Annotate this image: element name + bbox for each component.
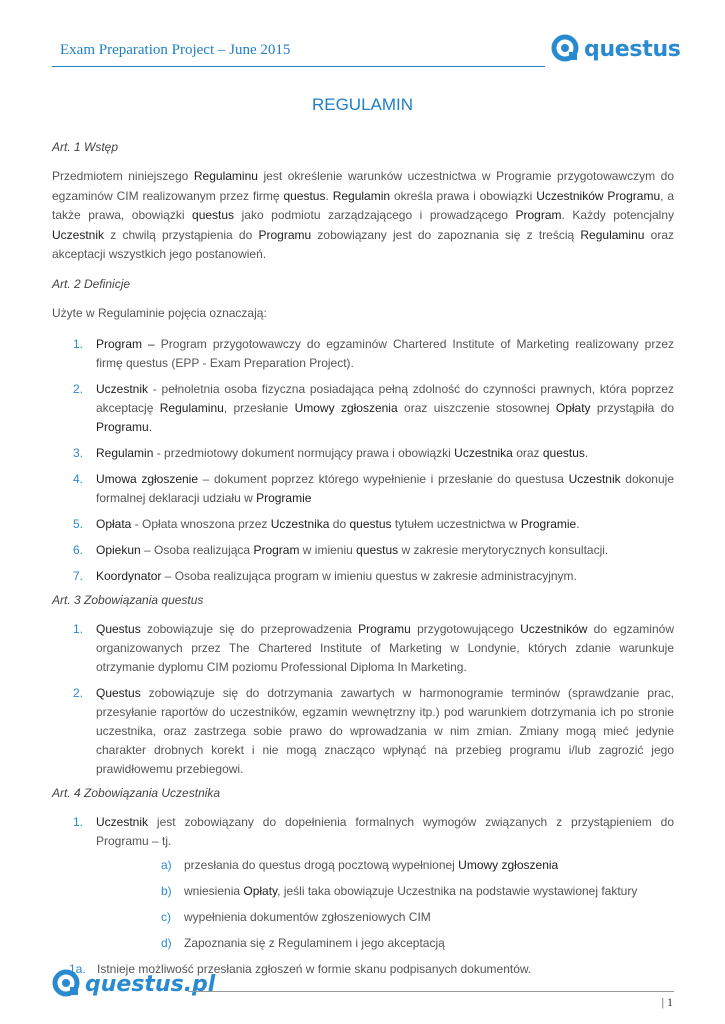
term: Programie bbox=[520, 517, 577, 531]
term: Opłaty bbox=[555, 401, 591, 415]
term: Uczestnika bbox=[454, 446, 513, 460]
term: Regulamin bbox=[96, 446, 154, 460]
obligations-questus-list bbox=[52, 620, 674, 779]
definitions-list bbox=[52, 335, 674, 586]
term: Opłata bbox=[96, 517, 132, 531]
text: do bbox=[329, 517, 350, 531]
art1-paragraph bbox=[52, 167, 674, 265]
term: Opłaty bbox=[243, 884, 278, 898]
text: . bbox=[584, 446, 589, 460]
logo-wordmark: questus bbox=[584, 36, 681, 62]
term: Regulamin bbox=[332, 188, 391, 203]
list-number: 1. bbox=[73, 337, 84, 351]
term: Regulaminu bbox=[159, 401, 224, 415]
text: zobowiązany jest do zapoznania się z treścią bbox=[311, 227, 581, 242]
term: Program – bbox=[96, 337, 155, 351]
term: Uczestnik bbox=[96, 815, 149, 829]
text: , jeśli taka obowiązuje Uczestnika na podstawie wystawionej faktury bbox=[277, 884, 638, 898]
art4-heading: Art. 4 Zobowiązania Uczestnika bbox=[52, 786, 221, 800]
term: Uczestników bbox=[520, 622, 588, 636]
list-number: 4. bbox=[73, 472, 84, 486]
term: questus bbox=[192, 208, 235, 222]
footer-logo bbox=[52, 969, 215, 999]
questus-logo-icon bbox=[52, 969, 82, 999]
text: jest zobowiązany do dopełnienia formalnych wymogów związanych z przystąpieniem do Programu – tj. bbox=[96, 815, 674, 848]
term: Umowy zgłoszenia bbox=[458, 858, 559, 872]
art3-heading: Art. 3 Zobowiązania questus bbox=[52, 593, 204, 607]
text: oraz akceptacji wszystkich jego postanowień. bbox=[52, 227, 674, 261]
text: – Osoba realizująca program w imieniu questus w zakresie administracyjnym. bbox=[161, 569, 577, 583]
term: Uczestnik bbox=[568, 472, 621, 486]
list-letter: b) bbox=[161, 884, 172, 898]
text: Przedmiotem niniejszego bbox=[52, 169, 194, 183]
term: Uczestnik bbox=[96, 382, 149, 396]
text: wypełnienia dokumentów zgłoszeniowych CIM bbox=[184, 910, 431, 924]
text: – dokument poprzez którego wypełnienie i przesłanie do questusa bbox=[198, 472, 569, 486]
text: zobowiązuje się do dotrzymania zawartych w harmonogramie terminów (sprawdzanie prac, przesyłanie raportów do uczestników, egzamin wewnętrzny itp.) pod warunkiem dotrzymania ich po stronie uczestnika, oraz zastrzega sobie prawo do wprowadzania w nim zmian. Zmiany mogą mieć jedynie charakter drobnych korekt i nie mogą znacząco wpłynąć na przebieg programu i/lub zagrozić jego prawidłowemu przebiegowi. bbox=[96, 686, 674, 776]
term: Opiekun bbox=[96, 543, 141, 557]
sub-list-item bbox=[96, 908, 674, 927]
term: questus bbox=[542, 446, 585, 460]
text: Zapoznania się z Regulaminem i jego akceptacją bbox=[184, 936, 445, 950]
list-number: 1. bbox=[73, 815, 84, 829]
list-number: 1. bbox=[73, 622, 84, 636]
list-item bbox=[52, 541, 674, 560]
text: jest określenie warunków uczestnictwa w Programie przygotowawczym do egzaminów CIM realizowanym przez firmę bbox=[52, 169, 674, 203]
term: Programu bbox=[258, 227, 312, 242]
term: Uczestników Programu bbox=[536, 188, 661, 203]
text: . bbox=[576, 517, 580, 531]
list-item bbox=[52, 515, 674, 534]
list-number: 6. bbox=[73, 543, 84, 557]
text: , przesłanie bbox=[223, 401, 295, 415]
list-letter: a) bbox=[161, 858, 172, 872]
text: przygotowującego bbox=[410, 622, 521, 636]
document-body bbox=[52, 140, 674, 979]
sub-list bbox=[96, 856, 674, 953]
text: przystąpiła do bbox=[590, 401, 675, 415]
term: Uczestnika bbox=[270, 517, 330, 531]
list-item bbox=[52, 620, 674, 677]
text: . bbox=[148, 420, 153, 434]
list-letter: c) bbox=[161, 910, 171, 924]
text: z chwilą przystąpienia do bbox=[104, 227, 259, 242]
term: Program bbox=[515, 208, 562, 222]
list-item bbox=[52, 335, 674, 373]
page-number: | 1 bbox=[661, 995, 673, 1009]
term: Umowy zgłoszenia bbox=[294, 401, 398, 415]
text: wniesienia bbox=[184, 884, 244, 898]
text: Program przygotowawczy do egzaminów Chartered Institute of Marketing realizowany przez firmę questus (EPP - Exam Preparation Project). bbox=[96, 337, 674, 370]
term: Koordynator bbox=[96, 569, 162, 583]
text: , a także prawa, obowiązki bbox=[52, 188, 675, 222]
text: oraz bbox=[512, 446, 543, 460]
term: questus bbox=[283, 188, 326, 203]
term: Program bbox=[253, 543, 300, 557]
footer-rule bbox=[188, 991, 674, 992]
list-item bbox=[52, 444, 674, 463]
text: oraz uiszczenie stosownej bbox=[397, 401, 556, 415]
art2-intro: Użyte w Regulaminie pojęcia oznaczają: bbox=[52, 305, 267, 320]
obligations-participant-list bbox=[52, 813, 674, 953]
list-number: 7. bbox=[73, 569, 84, 583]
art1-heading: Art. 1 Wstęp bbox=[52, 140, 119, 154]
text: jako podmiotu zarządzającego i prowadzącego bbox=[234, 208, 516, 222]
text: określa prawa i obowiązki bbox=[390, 188, 537, 203]
term: questus bbox=[349, 517, 392, 531]
list-item bbox=[52, 684, 674, 779]
list-item bbox=[52, 813, 674, 953]
term: Programu bbox=[358, 622, 411, 636]
header-title: Exam Preparation Project – June 2015 bbox=[60, 42, 291, 58]
list-number: 5. bbox=[73, 517, 84, 531]
text: w imieniu bbox=[299, 543, 357, 557]
header-rule bbox=[52, 66, 545, 67]
footer-wordmark: questus.pl bbox=[85, 971, 216, 997]
list-number: 1a. bbox=[69, 962, 86, 976]
questus-logo-icon bbox=[551, 34, 581, 64]
text: - pełnoletnia osoba fizyczna posiadająca pełną zdolność do czynności prawnych, która poprzez akceptację bbox=[96, 382, 674, 415]
term: Questus bbox=[96, 686, 141, 700]
text: tytułem uczestnictwa w bbox=[391, 517, 521, 531]
header-logo bbox=[551, 34, 681, 64]
document-title: REGULAMIN bbox=[311, 95, 414, 114]
sub-list-item bbox=[96, 856, 674, 875]
list-number: 2. bbox=[73, 686, 84, 700]
term: questus bbox=[356, 543, 399, 557]
term: Regulaminu bbox=[193, 169, 258, 183]
text: w zakresie merytorycznych konsultacji. bbox=[398, 543, 609, 557]
text: zobowiązuje się do przeprowadzenia bbox=[140, 622, 359, 636]
text: - Opłata wnoszona przez bbox=[131, 517, 271, 531]
text: przesłania do questus drogą pocztową wypełnionej bbox=[184, 858, 459, 872]
text: . bbox=[325, 188, 333, 203]
term: Programu bbox=[96, 420, 149, 434]
text: . Każdy potencjalny bbox=[561, 208, 675, 222]
text: Istnieje możliwość przesłania zgłoszeń w formie skanu podpisanych dokumentów. bbox=[97, 962, 532, 976]
list-item bbox=[52, 470, 674, 508]
term: Umowa zgłoszenie bbox=[96, 472, 199, 486]
list-item bbox=[52, 380, 674, 437]
list-item bbox=[52, 567, 674, 586]
term: Questus bbox=[96, 622, 141, 636]
text: - przedmiotowy dokument normujący prawa i obowiązki bbox=[153, 446, 455, 460]
text: – Osoba realizująca bbox=[140, 543, 254, 557]
sub-list-item bbox=[96, 934, 674, 953]
art2-heading: Art. 2 Definicje bbox=[52, 276, 131, 291]
term: Regulaminu bbox=[580, 227, 645, 242]
list-letter: d) bbox=[161, 936, 172, 950]
list-number: 2. bbox=[73, 382, 84, 396]
text: do egzaminów organizowanych przez The Chartered Institute of Marketing w Londynie, których zdanie warunkuje otrzymanie dyplomu CIM poziomu Professional Diploma In Marketing. bbox=[96, 622, 674, 674]
list-number: 3. bbox=[73, 446, 84, 460]
term: Programie bbox=[256, 491, 312, 505]
term: Uczestnik bbox=[52, 227, 105, 242]
text: dokonuje formalnej deklaracji udziału w bbox=[96, 472, 674, 505]
sub-list-item bbox=[96, 882, 674, 901]
